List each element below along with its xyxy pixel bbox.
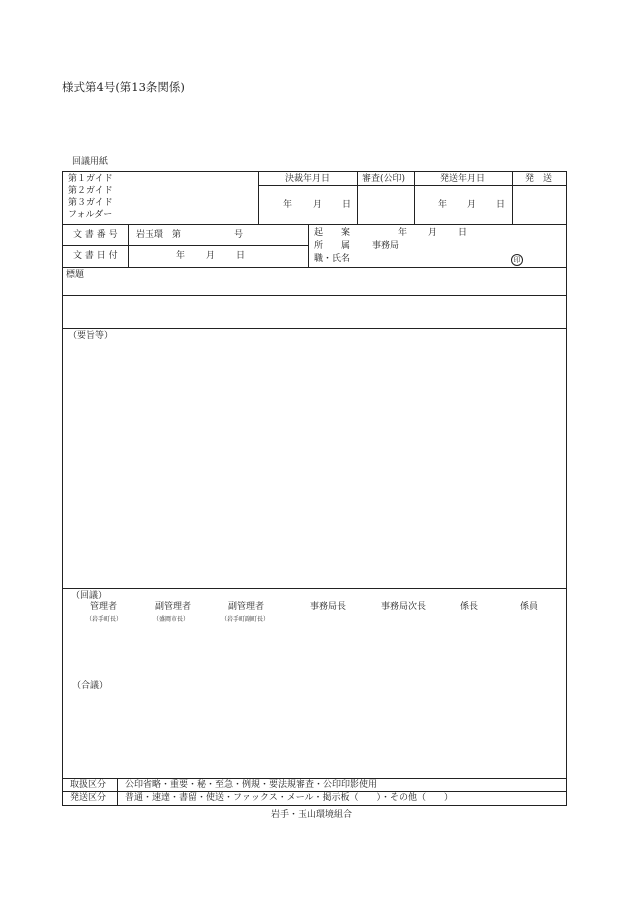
- decision-year: 年: [283, 200, 293, 210]
- decision-date-header: 決裁年月日: [285, 174, 331, 184]
- draft-month: 月: [428, 228, 438, 238]
- approver-2-sub: （盛岡市長）: [153, 616, 190, 623]
- sending-value: 普通・速達・書留・使送・ファックス・メール・掲示板（ ）・その他（ ）: [125, 793, 454, 803]
- draft-day: 日: [458, 228, 468, 238]
- affiliation-value: 事務局: [372, 241, 400, 251]
- vline-doc-label: [128, 224, 129, 268]
- doc-number-row-bottom: [62, 245, 308, 246]
- decision-day: 日: [342, 200, 352, 210]
- send-header: 発 送: [525, 174, 553, 184]
- seal-icon: 印: [511, 254, 523, 266]
- form-name: 回議用紙: [72, 157, 109, 167]
- doc-date-row-bottom: [62, 267, 567, 268]
- circulation-label: （回議）: [71, 591, 108, 601]
- doc-date-month: 月: [206, 251, 216, 261]
- approver-4: 事務局長: [310, 602, 347, 612]
- name-label: 職・氏名: [314, 254, 351, 264]
- title-row2-bottom: [62, 328, 567, 329]
- send-year: 年: [438, 200, 448, 210]
- border-top: [62, 171, 567, 172]
- header-row-line: [258, 185, 566, 186]
- affiliation-label: 所 属: [314, 241, 351, 251]
- send-day: 日: [496, 200, 506, 210]
- draft-label: 起 案: [314, 228, 351, 238]
- guide-3: 第３ガイド: [68, 198, 113, 208]
- vline-review: [357, 171, 358, 225]
- decision-month: 月: [313, 200, 323, 210]
- doc-number-label: 文 書 番 号: [73, 230, 118, 240]
- guide-1: 第１ガイド: [68, 174, 113, 184]
- doc-number-prefix: 岩玉環 第: [136, 230, 182, 240]
- approver-2: 副管理者: [155, 602, 192, 612]
- doc-number-suffix: 号: [234, 230, 244, 240]
- approver-3: 副管理者: [228, 602, 265, 612]
- guide-row-bottom: [62, 224, 567, 225]
- vline-bottom-label: [117, 778, 118, 806]
- footer-org: 岩手・玉山環境組合: [271, 810, 353, 820]
- guide-folder: フォルダー: [68, 210, 113, 220]
- circulation-bottom: [62, 778, 567, 779]
- vline-draft: [308, 224, 309, 268]
- approver-3-sub: （岩手町副町長）: [221, 616, 270, 623]
- review-header: 審査(公印): [362, 174, 406, 184]
- summary-label: （要旨等）: [68, 331, 114, 341]
- approver-1-sub: （岩手町長）: [86, 616, 123, 623]
- form-number: 様式第4号(第13条関係): [62, 80, 185, 94]
- summary-bottom: [62, 588, 567, 589]
- handling-label: 取扱区分: [70, 780, 107, 790]
- handling-value: 公印省略・重要・秘・至急・例規・要法規審査・公印印影使用: [125, 780, 378, 790]
- approver-5: 事務局次長: [381, 602, 427, 612]
- title-row-bottom: [62, 295, 567, 296]
- draft-year: 年: [398, 228, 408, 238]
- title-label: 標題: [66, 270, 85, 280]
- doc-date-label: 文 書 日 付: [73, 251, 118, 261]
- send-date-header: 発送年月日: [440, 174, 486, 184]
- handling-row-bottom: [62, 791, 567, 792]
- consult-label: （合議）: [72, 681, 109, 691]
- vline-send: [512, 171, 513, 225]
- sending-label: 発送区分: [70, 793, 107, 803]
- doc-date-day: 日: [236, 251, 246, 261]
- vline-decision: [258, 171, 259, 225]
- approver-7: 係員: [520, 602, 539, 612]
- border-bottom: [62, 805, 567, 806]
- vline-send-date: [414, 171, 415, 225]
- doc-date-year: 年: [176, 251, 186, 261]
- guide-2: 第２ガイド: [68, 186, 113, 196]
- send-month: 月: [467, 200, 477, 210]
- approver-1: 管理者: [90, 602, 118, 612]
- approver-6: 係長: [460, 602, 479, 612]
